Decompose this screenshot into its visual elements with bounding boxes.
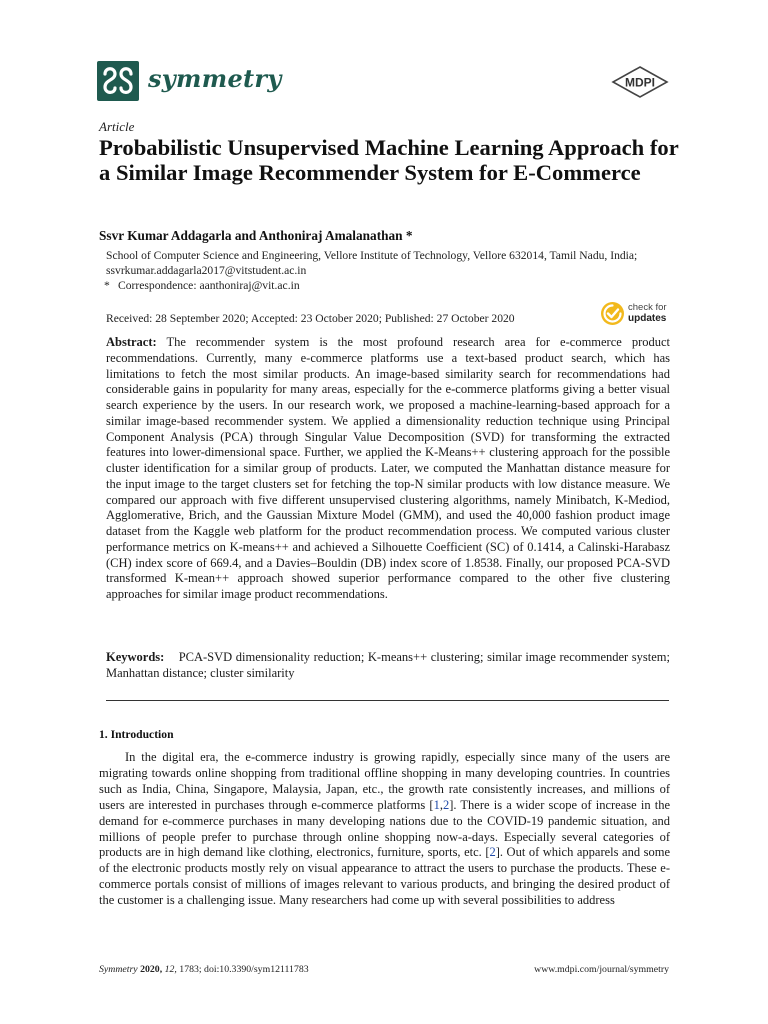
check-updates-line1: check for: [628, 302, 667, 313]
journal-logo-icon: [97, 61, 139, 101]
author-list: Ssvr Kumar Addagarla and Anthoniraj Amalanathan *: [99, 228, 413, 243]
citation-separator: ,: [439, 797, 443, 812]
footer-url[interactable]: www.mdpi.com/journal/symmetry: [534, 964, 669, 975]
abstract: [106, 335, 670, 603]
keywords: [106, 649, 670, 681]
correspondence-line: [106, 279, 686, 294]
article-type: Article: [99, 119, 135, 134]
citation-link[interactable]: 1: [433, 797, 440, 812]
keywords-text: PCA-SVD dimensionality reduction; K-means++ clustering; similar image recommender system; Manhattan distance; cluster similarity: [106, 650, 671, 680]
citation-link[interactable]: 2: [489, 845, 496, 860]
footer-volume: 12,: [164, 964, 177, 975]
paper-title: Probabilistic Unsupervised Machine Learning Approach for a Similar Image Recommender System for E-Commerce: [99, 135, 679, 185]
citation-link[interactable]: 2: [442, 797, 450, 812]
intro-text-2: ]. There is a wider scope of increase in the demand for e-commerce purchases in many developing nations due to the COVID-19 pandemic situation, and millions of people prefer to purchase through online shopping now-a-days. Especially several categories of products are in high demand like clothing, electronics, furniture, sports, etc. [: [99, 797, 670, 860]
section-divider: [106, 700, 669, 701]
abstract-label: Abstract:: [106, 335, 157, 349]
mdpi-logo-icon: [611, 66, 669, 98]
correspondence-star: *: [104, 278, 110, 292]
correspondence-email[interactable]: Correspondence: aanthoniraj@vit.ac.in: [118, 278, 300, 292]
intro-text-1: In the digital era, the e-commerce industry is growing rapidly, especially since many of the users are migrating towards online shopping from traditional offline shopping in many developing countries. In countries such as India, China, Singapore, Malaysia, Japan, etc., the growth rate consistently increases, and millions of users are interested in purchases through e-commerce platforms [: [99, 750, 670, 812]
journal-name: symmetry: [148, 64, 282, 93]
abstract-text: The recommender system is the most profound research area for e-commerce product recommendations. Currently, many e-commerce platforms use a text-based product search, which has limitations to fetch the most similar products. An image-based similarity search for recommendations had considerable gains in popularity for many areas, especially for the e-commerce platforms giving a better visual search experience by the users. In our research work, we proposed a machine-learning-based approach for a similar image-based recommender system. We applied a dimensionality reduction technique using Principal Component Analysis (PCA) through Singular Value Decomposition (SVD) for transforming the extracted features into lower-dimensional space. Further, we applied the K-Means++ clustering approach for the possible cluster identification for a similar group of products. Later, we computed the Manhattan distance measure for the input image to the target clusters set for fetching the top-N similar products with low distance measure. We compared our approach with five different unsupervised clustering algorithms, namely Minibatch, K-Mediod, Agglomerative, Brich, and the Gaussian Mixture Model (GMM), and used the 40,000 fashion product image dataset from the Kaggle web platform for the product recommendation process. We computed various cluster performance metrics on K-means++ and achieved a Silhouette Coefficient (SC) of 0.1414, a Calinski-Harabasz (CH) index score of 669.4, and a Davies–Bouldin (DB) index score of 1.8538. Finally, our proposed PCA-SVD transformed K-mean++ approach showed superior performance compared to the other five clustering approaches for similar image product recommendations.: [106, 335, 670, 601]
mdpi-logo-text: MDPI: [625, 75, 655, 90]
publication-dates: Received: 28 September 2020; Accepted: 23 October 2020; Published: 27 October 2020: [106, 312, 515, 325]
footer-citation: [99, 964, 309, 975]
footer-journal: Symmetry: [99, 964, 138, 975]
intro-text-3: ]. Out of which apparels and some of the electronic products mostly rely on visual appearance to attract the users to purchase the products. These e-commerce portals consist of millions of images relevant to various products, and bringing the desired product of the customer is a challenging issue. Many researchers had come up with several possibilities to address: [99, 845, 671, 908]
footer-year: 2020,: [140, 964, 163, 975]
keywords-label: Keywords:: [106, 650, 165, 664]
section-heading-introduction: 1. Introduction: [99, 728, 174, 741]
affiliation-text: School of Computer Science and Engineering, Vellore Institute of Technology, Vellore 632014, Tamil Nadu, India; ssvrkumar.addagarla2017@vitstudent.ac.in: [106, 249, 638, 277]
check-updates-line2: updates: [628, 313, 667, 324]
affiliation-block: [106, 249, 686, 293]
check-for-updates-badge[interactable]: [601, 302, 673, 326]
check-updates-icon: [601, 302, 624, 325]
footer-doi[interactable]: 1783; doi:10.3390/sym12111783: [179, 964, 309, 975]
introduction-paragraph: [99, 750, 670, 909]
